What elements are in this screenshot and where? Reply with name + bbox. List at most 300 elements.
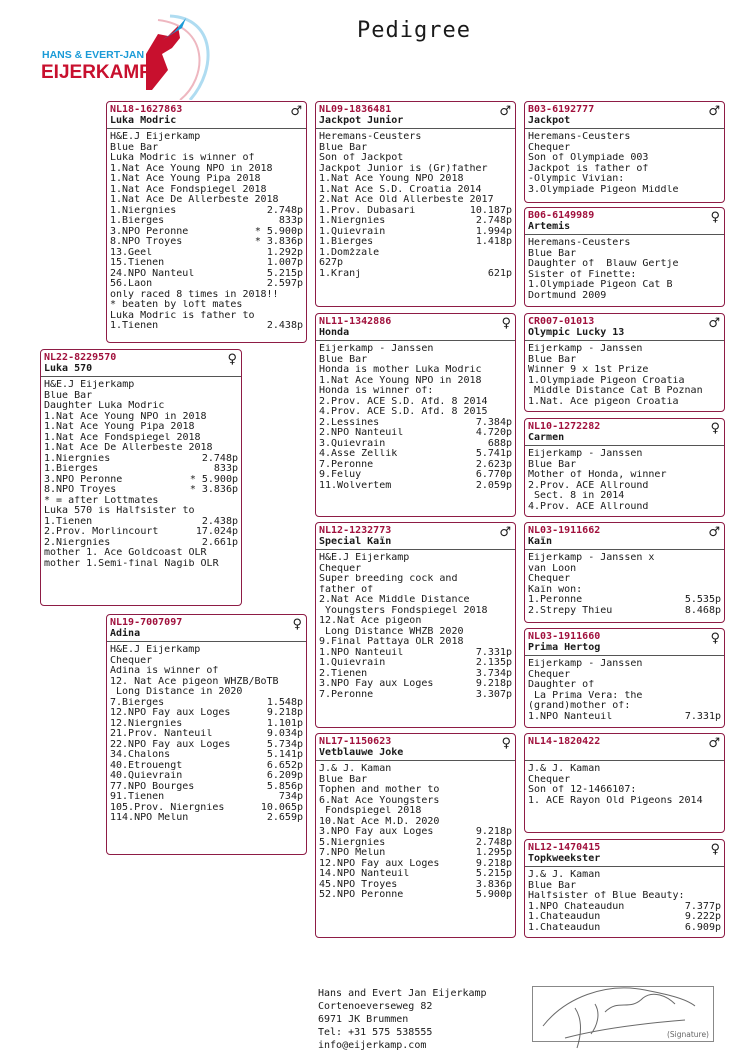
info-line: Dortmund 2009 xyxy=(528,290,607,301)
info-line: Blue Bar xyxy=(528,880,577,891)
race-name: 2.Lessines xyxy=(319,417,380,428)
male-symbol-icon: ♂ xyxy=(290,104,302,119)
race-result xyxy=(528,595,721,606)
card-header xyxy=(316,314,515,341)
race-result xyxy=(319,838,512,849)
race-result xyxy=(319,227,512,238)
info-line: Son of Olympiade 003 xyxy=(528,153,649,163)
race-result xyxy=(110,719,303,730)
info-line: 6.Nat Ace Youngsters xyxy=(319,795,440,806)
info-line: Tophen and mother to xyxy=(319,785,440,795)
race-result xyxy=(319,869,512,880)
race-points: * 3.836p xyxy=(254,237,303,247)
card-body xyxy=(316,761,515,901)
race-result xyxy=(44,527,238,538)
race-result xyxy=(110,248,303,259)
race-name: 1.Quievrain xyxy=(319,226,386,237)
race-points: 2.438p xyxy=(266,321,303,331)
info-line: 4.Prov. ACE Allround xyxy=(528,501,649,512)
race-name: 105.Prov. Niergnies xyxy=(110,802,225,813)
race-name: 1.Bierges xyxy=(319,237,374,247)
race-result xyxy=(110,740,303,751)
race-points: 7.331p xyxy=(475,647,512,658)
race-name: 7.Peronne xyxy=(319,459,374,470)
race-name: 2.Prov. Morlincourt xyxy=(44,527,159,537)
info-line: 1.Nat. Ace pigeon Croatia xyxy=(528,396,679,407)
info-line: J.& J. Kaman xyxy=(319,764,392,774)
pedigree-card-dds xyxy=(524,733,725,833)
race-points: 9.218p xyxy=(475,679,512,689)
race-points: 9.218p xyxy=(475,858,512,869)
race-points: 7.384p xyxy=(475,417,512,428)
race-name: 9.Feluy xyxy=(319,470,362,480)
info-line: Long Distance in 2020 xyxy=(110,687,243,697)
info-line: 4.Prov. ACE S.D. Afd. 8 2015 xyxy=(319,407,488,417)
info-line: 10.Nat Ace M.D. 2020 xyxy=(319,816,440,827)
pigeon-name: Vetblauwe Joke xyxy=(319,747,404,758)
pigeon-name: Topkweekster xyxy=(528,853,601,864)
race-points: 9.034p xyxy=(266,729,303,739)
race-result xyxy=(319,827,512,838)
race-name: 1.Prov. Dubasari xyxy=(319,205,416,216)
race-name: 5.Niergnies xyxy=(319,837,386,848)
pigeon-name: Jackpot Junior xyxy=(319,115,404,126)
male-symbol-icon: ♂ xyxy=(708,104,720,119)
race-result xyxy=(319,890,512,901)
info-line: Chequer xyxy=(528,574,571,584)
race-name: 1.Chateaudun xyxy=(528,912,601,922)
race-result xyxy=(319,237,512,248)
race-points: 10.187p xyxy=(469,205,512,216)
info-line: 12.Nat Ace pigeon xyxy=(319,616,422,626)
race-points: 2.438p xyxy=(201,516,238,527)
info-line: 1.Domžzale xyxy=(319,247,380,258)
info-line: 1.Olympiade Pigeon Croatia xyxy=(528,375,685,386)
race-result xyxy=(44,454,238,465)
card-header xyxy=(107,615,306,642)
race-result xyxy=(319,481,512,492)
pigeon-name: Luka 570 xyxy=(44,363,93,374)
card-body xyxy=(107,642,306,824)
info-line: only raced 8 times in 2018!! xyxy=(110,289,279,300)
card-header xyxy=(525,523,724,550)
race-name: 4.Asse Zellik xyxy=(319,449,398,459)
info-line: 1.Nat Ace S.D. Croatia 2014 xyxy=(319,184,482,195)
race-name: 24.NPO Nanteul xyxy=(110,268,195,279)
race-points: 6.209p xyxy=(266,771,303,781)
race-name: 3.NPO Fay aux Loges xyxy=(319,827,434,837)
race-points: 5.215p xyxy=(475,869,512,879)
info-line: Sister of Finette: xyxy=(528,269,637,280)
male-symbol-icon: ♂ xyxy=(499,104,511,119)
info-line: Daughter of xyxy=(528,680,595,690)
info-line: Kaïn won: xyxy=(528,584,583,595)
info-line: 1.Nat Ace Young NPO 2018 xyxy=(319,174,464,184)
info-line: Blue Bar xyxy=(528,459,577,470)
race-points: 5.856p xyxy=(266,781,303,792)
race-points: 6.770p xyxy=(475,470,512,480)
info-line: Eijerkamp - Janssen xyxy=(319,344,434,354)
race-result xyxy=(110,803,303,814)
ring-number: NL17-1150623 xyxy=(319,736,392,747)
race-points: 1.101p xyxy=(266,718,303,729)
address-block xyxy=(318,987,487,1052)
card-header xyxy=(316,523,515,550)
race-name: 2.Niergnies xyxy=(44,537,111,548)
race-points: 3.734p xyxy=(475,668,512,679)
ring-number: NL19-7007097 xyxy=(110,617,183,628)
handwritten-signature xyxy=(535,968,715,1060)
race-points: * 3.836p xyxy=(189,485,238,495)
race-name: 56.Laon xyxy=(110,279,153,289)
race-name: 1.NPO Chateaudun xyxy=(528,901,625,912)
male-symbol-icon: ♂ xyxy=(708,736,720,751)
race-result xyxy=(44,464,238,475)
race-name: 1.Tienen xyxy=(44,516,93,527)
race-result xyxy=(319,449,512,460)
pedigree-card-subject xyxy=(40,349,242,606)
race-name: 2.Strepy Thieu xyxy=(528,605,613,616)
race-name: 12.NPO Fay aux Loges xyxy=(110,708,231,718)
info-line: father of xyxy=(319,584,374,595)
race-name: 3.NPO Peronne xyxy=(44,474,123,485)
race-name: 11.Wolvertem xyxy=(319,480,392,491)
race-points: 17.024p xyxy=(195,527,238,537)
race-name: 13.Geel xyxy=(110,247,153,258)
info-line: Winner 9 x 1st Prize xyxy=(528,365,649,375)
race-points: 10.065p xyxy=(260,802,303,813)
race-result xyxy=(319,690,512,701)
info-line: Honda is mother Luka Modric xyxy=(319,365,482,375)
race-result xyxy=(110,750,303,761)
info-line: H&E.J Eijerkamp xyxy=(319,553,410,563)
card-body xyxy=(107,129,306,332)
race-result xyxy=(319,470,512,481)
race-points: 9.218p xyxy=(475,827,512,837)
race-points: 7.331p xyxy=(684,711,721,722)
card-header xyxy=(525,734,724,761)
race-name: 7.Bierges xyxy=(110,697,165,708)
ring-number: NL14-1820422 xyxy=(528,736,601,747)
card-body xyxy=(525,341,724,407)
race-name: 1.Chateaudun xyxy=(528,922,601,933)
female-symbol-icon: ♀ xyxy=(227,352,237,367)
pigeon-name: Carmen xyxy=(528,432,565,443)
race-points: 1.007p xyxy=(266,258,303,268)
race-name: 15.Tienen xyxy=(110,258,165,268)
info-line: Blue Bar xyxy=(110,142,159,153)
race-name: 1.Peronne xyxy=(528,595,583,605)
address-name: Hans and Evert Jan Eijerkamp xyxy=(318,988,487,999)
info-line: Luka 570 is Halfsister to xyxy=(44,506,195,516)
female-symbol-icon: ♀ xyxy=(710,842,720,857)
race-points: 8.468p xyxy=(684,605,721,616)
info-line: Mother of Honda, winner xyxy=(528,470,667,480)
info-line: Halfsister of Blue Beauty: xyxy=(528,891,685,901)
race-name: 1.Bierges xyxy=(110,216,165,226)
ring-number: B03-6192777 xyxy=(528,104,595,115)
race-result xyxy=(44,475,238,486)
race-result xyxy=(319,460,512,471)
pigeon-name xyxy=(528,747,721,759)
info-line: Chequer xyxy=(528,142,571,153)
race-points: 1.548p xyxy=(266,697,303,708)
race-name: 7.Peronne xyxy=(319,689,374,700)
race-points: 6.652p xyxy=(266,760,303,771)
race-result xyxy=(319,216,512,227)
address-phone: Tel: +31 575 538555 xyxy=(318,1027,433,1038)
race-name: 2.Tienen xyxy=(319,668,368,679)
race-result xyxy=(528,712,721,723)
race-result xyxy=(110,227,303,238)
signature-label: (Signature) xyxy=(666,1030,709,1039)
ring-number: NL03-1911660 xyxy=(528,631,601,642)
race-points: 2.135p xyxy=(475,658,512,668)
info-line: 2.Nat Ace Old Allerbeste 2017 xyxy=(319,195,494,205)
page-title: Pedigree xyxy=(357,18,471,43)
race-result xyxy=(110,708,303,719)
race-points: 5.900p xyxy=(475,890,512,900)
logo-line1: HANS & EVERT-JAN xyxy=(42,49,145,61)
info-line: 627p xyxy=(319,258,344,268)
male-symbol-icon: ♂ xyxy=(708,525,720,540)
card-body xyxy=(525,446,724,512)
race-points: 688p xyxy=(487,438,512,449)
race-result xyxy=(110,279,303,290)
race-name: 77.NPO Bourges xyxy=(110,781,195,792)
race-result xyxy=(110,698,303,709)
race-name: 1.NPO Nanteuil xyxy=(319,647,404,658)
race-name: 7.NPO Melun xyxy=(319,848,386,858)
race-points: 621p xyxy=(487,268,512,279)
pigeon-name: Honda xyxy=(319,327,350,338)
info-line: Chequer xyxy=(528,774,571,785)
race-name: 1.Niergnies xyxy=(44,453,111,464)
card-header xyxy=(525,840,724,867)
race-points: 2.748p xyxy=(475,216,512,226)
race-points: 3.307p xyxy=(475,689,512,700)
race-result xyxy=(110,792,303,803)
info-line: Adina is winner of xyxy=(110,666,219,676)
race-name: 45.NPO Troyes xyxy=(319,879,398,890)
race-result xyxy=(110,321,303,332)
race-name: 22.NPO Fay aux Loges xyxy=(110,739,231,750)
card-body xyxy=(316,129,515,279)
race-points: 6.909p xyxy=(684,922,721,933)
ring-number: NL22-8229570 xyxy=(44,352,117,363)
race-points: 5.741p xyxy=(475,449,512,459)
info-line: 12. Nat Ace pigeon WHZB/BoTB xyxy=(110,676,279,687)
info-line: J.& J. Kaman xyxy=(528,764,601,774)
race-points: 2.748p xyxy=(266,205,303,216)
race-name: 8.NPO Troyes xyxy=(44,485,117,495)
info-line: Luka Modric is winner of xyxy=(110,153,255,163)
card-body xyxy=(316,550,515,700)
race-points: 1.994p xyxy=(475,226,512,237)
race-result xyxy=(528,902,721,913)
race-points: 1.292p xyxy=(266,247,303,258)
pigeon-name: Luka Modric xyxy=(110,115,177,126)
race-points: 833p xyxy=(213,464,238,474)
male-symbol-icon: ♂ xyxy=(708,316,720,331)
race-result xyxy=(319,679,512,690)
race-result xyxy=(110,216,303,227)
info-line: 2.Nat Ace Middle Distance xyxy=(319,595,470,605)
race-points: 5.734p xyxy=(266,739,303,750)
race-result xyxy=(319,669,512,680)
info-line: 1.Olympiade Pigeon Cat B xyxy=(528,280,673,290)
pedigree-card-sire-sire xyxy=(315,101,516,307)
ring-number: NL10-1272282 xyxy=(528,421,601,432)
race-points: 734p xyxy=(278,792,303,802)
race-name: 8.NPO Troyes xyxy=(110,237,183,247)
race-points: 2.659p xyxy=(266,813,303,823)
info-line: 1.Nat Ace De Allerbeste 2018 xyxy=(110,195,279,205)
ring-number: NL12-1470415 xyxy=(528,842,601,853)
info-line: mother 1. Ace Goldcoast OLR xyxy=(44,548,207,558)
race-points: 7.377p xyxy=(684,901,721,912)
race-points: 9.218p xyxy=(266,708,303,718)
race-points: 5.535p xyxy=(684,595,721,605)
info-line: Blue Bar xyxy=(319,774,368,785)
card-header xyxy=(525,314,724,341)
race-name: 114.NPO Melun xyxy=(110,813,189,823)
info-line: Middle Distance Cat B Poznan xyxy=(528,386,703,396)
pedigree-card-sss xyxy=(524,101,725,203)
pedigree-card-sire xyxy=(106,101,307,343)
info-line: 2.Prov. ACE S.D. Afd. 8 2014 xyxy=(319,396,488,407)
info-line: Jackpot Junior is (Gr)father xyxy=(319,163,488,174)
info-line: Super breeding cock and xyxy=(319,574,458,584)
info-line: 1.Nat Ace Fondspiegel 2018 xyxy=(110,184,267,195)
info-line: 1. ACE Rayon Old Pigeons 2014 xyxy=(528,795,703,806)
card-body xyxy=(525,867,724,933)
address-email: info@eijerkamp.com xyxy=(318,1040,427,1051)
race-result xyxy=(319,848,512,859)
race-name: 1.Niergnies xyxy=(319,216,386,226)
info-line: Eijerkamp - Janssen xyxy=(528,659,643,669)
race-points: * 5.900p xyxy=(189,474,238,485)
pedigree-card-dsd xyxy=(524,628,725,728)
pigeon-name: Olympic Lucky 13 xyxy=(528,327,625,338)
info-line: Fondspiegel 2018 xyxy=(319,806,422,816)
info-line: Heremans-Ceusters xyxy=(528,238,631,248)
race-name: 12.Niergnies xyxy=(110,718,183,729)
ring-number: CR007-01013 xyxy=(528,316,595,327)
info-line: La Prima Vera: the xyxy=(528,690,643,701)
race-name: 3.NPO Fay aux Loges xyxy=(319,679,434,689)
race-result xyxy=(319,439,512,450)
race-result xyxy=(319,418,512,429)
info-line: Long Distance WHZB 2020 xyxy=(319,626,464,637)
female-symbol-icon: ♀ xyxy=(292,617,302,632)
info-line: Daughter Luka Modric xyxy=(44,401,165,411)
pedigree-card-dam-sire xyxy=(315,522,516,728)
race-name: 2.NPO Nanteuil xyxy=(319,428,404,438)
race-name: 1.Kranj xyxy=(319,268,362,279)
card-body xyxy=(525,761,724,806)
pigeon-name: Adina xyxy=(110,628,141,639)
card-body xyxy=(316,341,515,491)
race-name: 1.Tienen xyxy=(110,321,159,331)
race-result xyxy=(319,206,512,217)
card-body xyxy=(525,656,724,722)
race-name: 21.Prov. Nanteuil xyxy=(110,729,213,739)
race-result xyxy=(110,813,303,824)
info-line: Daughter of Blauw Gertje xyxy=(528,259,679,269)
info-line: 1.Nat Ace Young Pipa 2018 xyxy=(44,422,195,432)
race-result xyxy=(528,606,721,617)
race-result xyxy=(110,237,303,248)
card-header xyxy=(525,208,724,235)
info-line: H&E.J Eijerkamp xyxy=(110,132,201,142)
pedigree-card-dss xyxy=(524,522,725,623)
info-line: H&E.J Eijerkamp xyxy=(110,645,201,655)
race-name: 1.Quievrain xyxy=(319,658,386,668)
ring-number: NL12-1232773 xyxy=(319,525,392,536)
race-points: 2.059p xyxy=(475,480,512,491)
info-line: Luka Modric is father to xyxy=(110,310,255,321)
race-name: 3.Quievrain xyxy=(319,438,386,449)
eijerkamp-logo xyxy=(40,8,220,100)
race-result xyxy=(319,880,512,891)
race-result xyxy=(319,648,512,659)
info-line: mother 1.Semi-final Nagib OLR xyxy=(44,558,219,569)
female-symbol-icon: ♀ xyxy=(710,421,720,436)
pedigree-card-dam-dam xyxy=(315,733,516,938)
race-name: 1.Bierges xyxy=(44,464,99,474)
race-result xyxy=(110,206,303,217)
info-line: Sect. 8 in 2014 xyxy=(528,491,625,501)
info-line: Blue Bar xyxy=(319,354,368,365)
race-points: 2.748p xyxy=(201,453,238,464)
race-points: 2.661p xyxy=(201,537,238,548)
race-name: 40.Etrouengt xyxy=(110,760,183,771)
info-line: * beaten by loft mates xyxy=(110,300,243,310)
pedigree-card-ssd xyxy=(524,207,725,307)
card-body xyxy=(41,377,241,569)
ring-number: NL03-1911662 xyxy=(528,525,601,536)
info-line: Heremans-Ceusters xyxy=(319,132,422,142)
pedigree-card-sire-dam xyxy=(315,313,516,517)
pigeon-name: Artemis xyxy=(528,221,571,232)
race-points: * 5.900p xyxy=(254,226,303,237)
info-line: (grand)mother of: xyxy=(528,701,631,711)
info-line: Chequer xyxy=(319,563,362,574)
race-points: 1.295p xyxy=(475,848,512,858)
pedigree-card-sdd xyxy=(524,418,725,517)
race-points: 3.836p xyxy=(475,879,512,890)
info-line: 1.Nat Ace Fondspiegel 2018 xyxy=(44,432,201,443)
info-line: 3.Olympiade Pigeon Middle xyxy=(528,184,679,195)
ring-number: B06-6149989 xyxy=(528,210,595,221)
info-line: Chequer xyxy=(110,655,153,666)
race-points: 2.748p xyxy=(475,837,512,848)
card-body xyxy=(525,129,724,195)
race-result xyxy=(110,258,303,269)
card-body xyxy=(525,235,724,301)
address-city: 6971 JK Brummen xyxy=(318,1014,409,1025)
info-line: Blue Bar xyxy=(528,354,577,365)
race-points: 5.215p xyxy=(266,268,303,279)
address-street: Cortenoeverseweg 82 xyxy=(318,1001,433,1012)
info-line: Blue Bar xyxy=(528,248,577,259)
race-result xyxy=(528,912,721,923)
card-header xyxy=(525,102,724,129)
card-header xyxy=(41,350,241,377)
ring-number: NL09-1836481 xyxy=(319,104,392,115)
race-points: 9.222p xyxy=(684,912,721,922)
